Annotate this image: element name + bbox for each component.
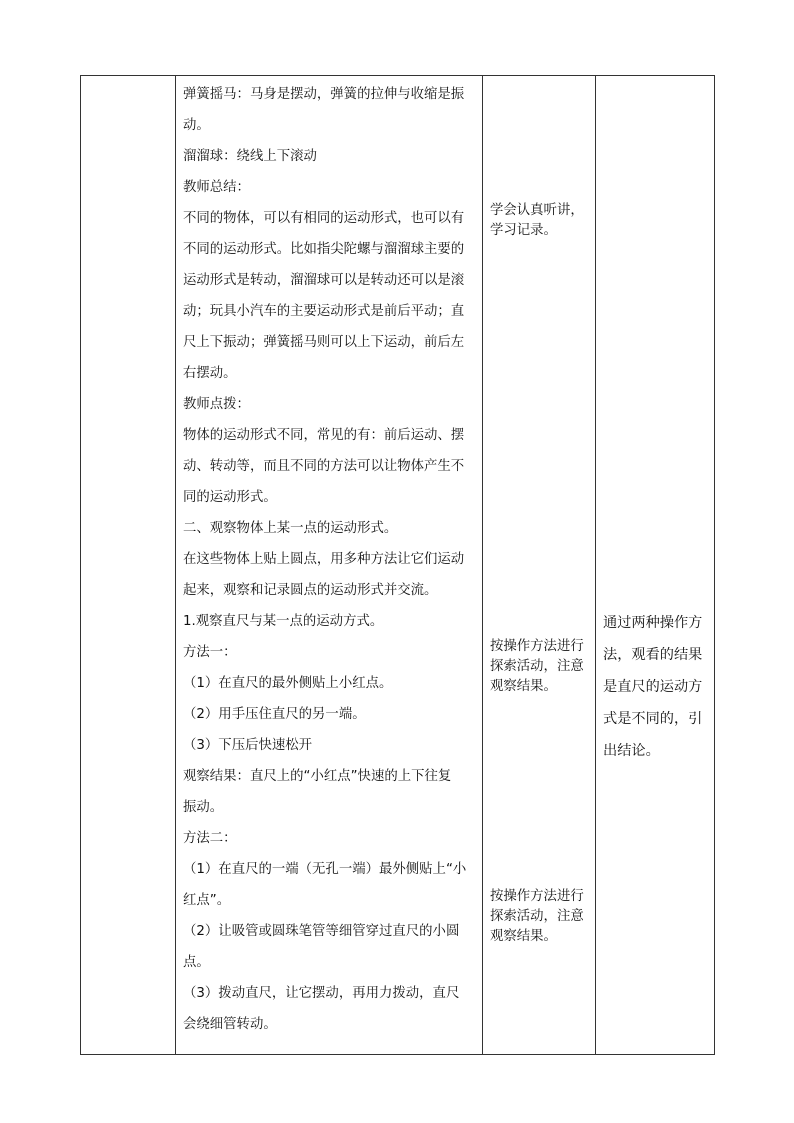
text-line: 教师点拨： <box>183 397 250 412</box>
student-note-explore-1 <box>490 637 591 697</box>
text-line: 溜溜球：绕线上下滚动 <box>183 149 317 164</box>
text-line: 出结论。 <box>603 743 660 759</box>
text-line: 物体的运动形式不同，常见的有：前后运动、摆 <box>183 428 465 443</box>
text-line: 右摆动。 <box>183 366 237 381</box>
text-line: 点。 <box>183 955 210 970</box>
lesson-plan-table <box>80 75 715 1055</box>
text-line: 探索活动，注意 <box>490 909 584 924</box>
text-line: 动；玩具小汽车的主要运动形式是前后平动；直 <box>183 304 465 319</box>
student-note-explore-2 <box>490 887 591 947</box>
text-line: 运动形式是转动，溜溜球可以是转动还可以是滚 <box>183 273 465 288</box>
text-line: 振动。 <box>183 800 224 815</box>
text-line: 尺上下振动；弹簧摇马则可以上下运动，前后左 <box>183 335 465 350</box>
text-line: 在这些物体上贴上圆点，用多种方法让它们运动 <box>183 552 465 567</box>
text-line: 观察结果。 <box>490 929 557 944</box>
stage-cell <box>81 76 176 1055</box>
teacher-activity-text <box>176 76 482 1040</box>
text-line: 观察结果：直尺上的“小红点”快速的上下往复 <box>183 769 452 784</box>
text-line: 动。 <box>183 118 210 133</box>
text-line: 动、转动等，而且不同的方法可以让物体产生不 <box>183 459 465 474</box>
text-line: 是直尺的运动方 <box>603 679 703 695</box>
text-line: 通过两种操作方 <box>603 615 703 631</box>
text-line: 探索活动，注意 <box>490 659 584 674</box>
text-line: 法，观看的结果 <box>603 647 703 663</box>
text-line: 方法一： <box>183 645 237 660</box>
student-activity-cell <box>483 76 596 1055</box>
text-line: 不同的运动形式。比如指尖陀螺与溜溜球主要的 <box>183 242 465 257</box>
design-intent-cell <box>596 76 715 1055</box>
text-line: 不同的物体，可以有相同的运动形式，也可以有 <box>183 211 465 226</box>
table-row <box>81 76 715 1055</box>
text-line: 1.观察直尺与某一点的运动方式。 <box>183 614 384 629</box>
text-line: 按操作方法进行 <box>490 639 584 654</box>
design-intent-text <box>603 607 708 767</box>
text-line: 起来，观察和记录圆点的运动形式并交流。 <box>183 583 438 598</box>
text-line: 按操作方法进行 <box>490 889 584 904</box>
text-line: 式是不同的，引 <box>603 711 703 727</box>
text-line: 方法二： <box>183 831 237 846</box>
text-line: 学会认真听讲， <box>490 203 584 218</box>
text-line: （1）在直尺的一端（无孔一端）最外侧贴上“小 <box>183 862 467 877</box>
text-line: 学习记录。 <box>490 223 557 238</box>
text-line: 教师总结： <box>183 180 250 195</box>
teacher-activity-cell <box>176 76 483 1055</box>
text-line: 会绕细管转动。 <box>183 1017 277 1032</box>
text-line: （2）用手压住直尺的另一端。 <box>183 707 366 722</box>
text-line: 弹簧摇马：马身是摆动，弹簧的拉伸与收缩是振 <box>183 87 465 102</box>
text-line: 观察结果。 <box>490 679 557 694</box>
text-line: （1）在直尺的最外侧贴上小红点。 <box>183 676 393 691</box>
text-line: 二、观察物体上某一点的运动形式。 <box>183 521 398 536</box>
text-line: （2）让吸管或圆珠笔管等细管穿过直尺的小圆 <box>183 924 460 939</box>
text-line: 红点”。 <box>183 893 231 908</box>
text-line: （3）下压后快速松开 <box>183 738 313 753</box>
text-line: （3）拨动直尺，让它摆动，再用力拨动，直尺 <box>183 986 460 1001</box>
text-line: 同的运动形式。 <box>183 490 277 505</box>
student-note-listen <box>490 201 591 241</box>
